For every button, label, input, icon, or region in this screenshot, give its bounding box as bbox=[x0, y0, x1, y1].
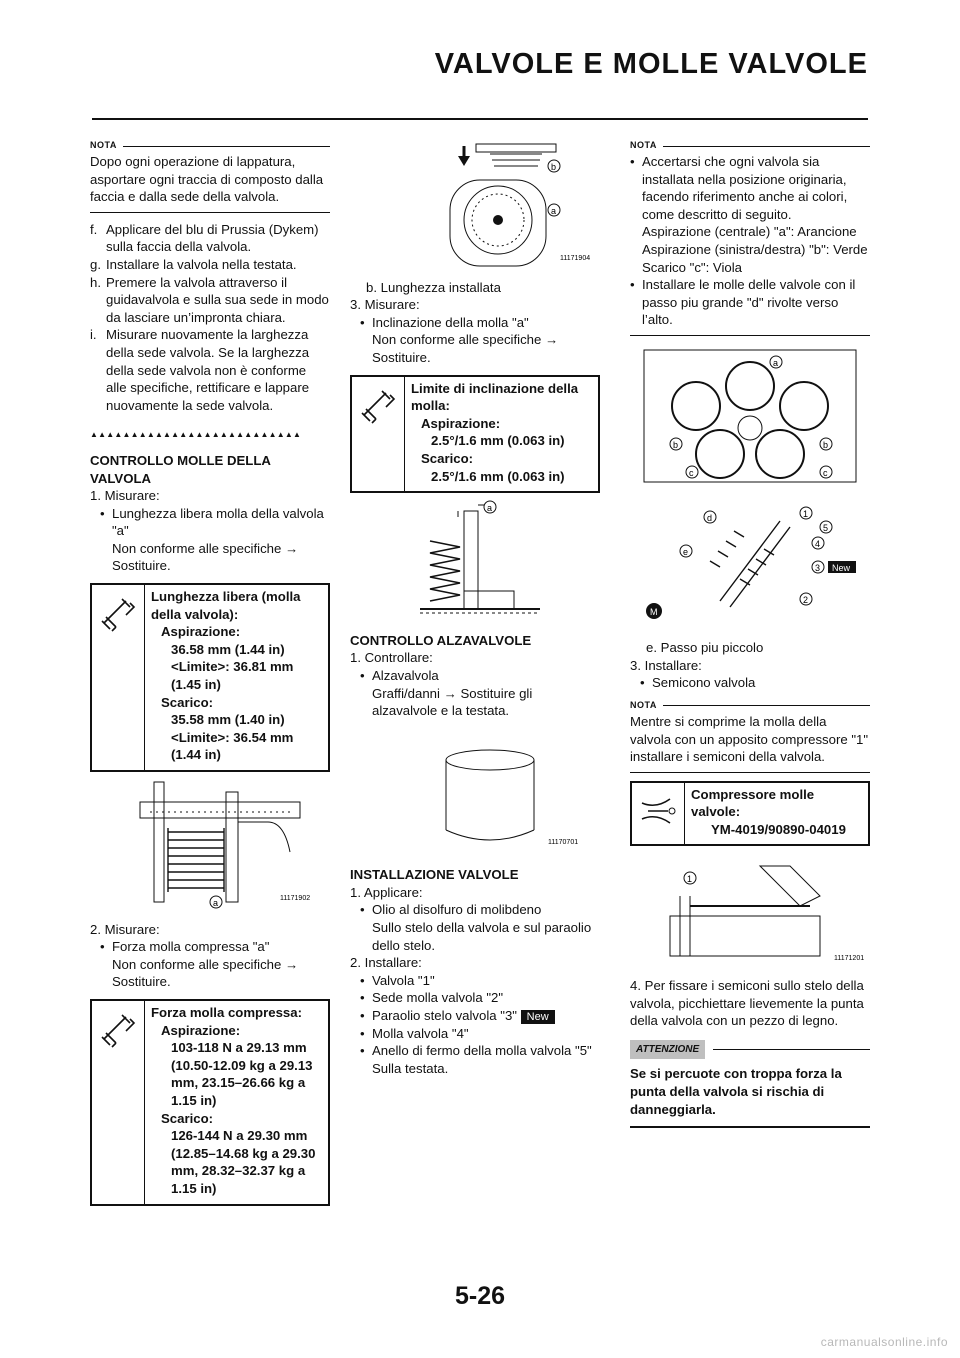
step-i: i. Misurare nuovamente la larghezza della sede valvola. Se la larghezza della sede valvola non è conforme alle specifiche, rettificare e lappare nuovamente la sede valvola. bbox=[90, 327, 310, 413]
install-bullet-2: • Sede molla valvola "2" bbox=[360, 990, 504, 1006]
caution-header bbox=[630, 1040, 870, 1060]
svg-text:5: 5 bbox=[823, 522, 829, 533]
measure-1: 1. Misurare: bbox=[90, 488, 160, 504]
svg-text:New: New bbox=[832, 562, 851, 573]
section-title-install: INSTALLAZIONE VALVOLE bbox=[350, 867, 519, 883]
footer-watermark: carmanualsonline.info bbox=[820, 1335, 948, 1349]
svg-text:11171201: 11171201 bbox=[834, 955, 865, 963]
svg-text:1: 1 bbox=[803, 508, 809, 519]
svg-text:11171904: 11171904 bbox=[560, 255, 591, 262]
svg-text:a: a bbox=[213, 898, 219, 908]
new-badge: New bbox=[521, 1010, 555, 1024]
step-f: f. Applicare del blu di Prussia (Dykem) sulla faccia della valvola. bbox=[90, 221, 319, 255]
check-1-bullet: • Alzavalvola bbox=[360, 667, 439, 683]
cylinder-head-figure bbox=[640, 346, 870, 491]
spec-box-compressor: Compressore molle valvole: YM-4019/90890-04019 bbox=[630, 781, 870, 847]
step-h: h. Premere la valvola attraverso il guidavalvola e sulla sua sede in modo da lasciare un’impronta chiara. bbox=[90, 274, 329, 325]
measure-2-note: Non conforme alle specifiche → Sostituire. bbox=[112, 956, 299, 990]
measure-3-note: Non conforme alle specifiche → Sostituire. bbox=[372, 332, 559, 365]
svg-text:c: c bbox=[689, 467, 694, 478]
measure-3-bullet: • Inclinazione della molla "a" bbox=[360, 314, 529, 330]
spring-tilt-figure bbox=[420, 501, 600, 626]
install-bullet-4: • Molla valvola "4" bbox=[360, 1025, 469, 1041]
check-1-note: Graffi/danni → Sostituire gli alzavalvole e la testata. bbox=[372, 685, 533, 719]
caliper-spring-figure bbox=[130, 782, 330, 917]
spec-box-compressed-force: Forza molla compressa: Aspirazione: 103-118 N a 29.13 mm (10.50-12.09 kg a 29.13 mm, 23.15–26.66 kg a 1.15 in) Scarico: 126-144 N a 29.30 mm (12.85–14.68 kg a 29.30 mm, 28.32–32.37 kg a 1.15 in) bbox=[90, 999, 330, 1206]
install-2-note: Sulla testata. bbox=[372, 1060, 449, 1076]
svg-text:11171902: 11171902 bbox=[280, 895, 311, 902]
svg-text:1: 1 bbox=[687, 874, 693, 885]
spring-gauge-figure bbox=[420, 140, 600, 275]
section-title-lifters: CONTROLLO ALZAVALVOLE bbox=[350, 632, 532, 648]
wrench-icon bbox=[92, 1001, 145, 1204]
compressor-tool-icon bbox=[632, 783, 685, 845]
page-title: VALVOLE E MOLLE VALVOLE bbox=[434, 48, 868, 80]
svg-text:11170701: 11170701 bbox=[548, 838, 579, 846]
svg-text:3: 3 bbox=[815, 562, 821, 573]
column-middle bbox=[350, 140, 600, 1077]
install-bullet-3: • Paraolio stelo valvola "3" New bbox=[350, 1007, 600, 1025]
svg-text:b: b bbox=[673, 439, 679, 450]
caution-badge: ATTENZIONE bbox=[630, 1040, 705, 1060]
section-title-springs: CONTROLLO MOLLE DELLA VALVOLA bbox=[90, 452, 271, 486]
note-text: Dopo ogni operazione di lappatura, asportare ogni traccia di composto dalla faccia e dalla sede della valvola. bbox=[90, 152, 330, 213]
svg-text:a: a bbox=[487, 503, 493, 514]
wrench-icon bbox=[92, 585, 145, 770]
measure-2: 2. Misurare: bbox=[90, 921, 160, 937]
apply-1-note: Sullo stelo della valvola e sul paraolio dello stelo. bbox=[372, 920, 592, 953]
install-2: 2. Installare: bbox=[350, 955, 422, 971]
spec-box-tilt: Limite di inclinazione della molla: Aspirazione: 2.5°/1.6 mm (0.063 in) Scarico: 2.5°/1.6 mm (0.063 in) bbox=[350, 375, 600, 494]
install-3: 3. Installare: bbox=[630, 657, 702, 673]
valve-assembly-figure bbox=[650, 501, 870, 636]
measure-1-note: Non conforme alle specifiche → Sostituire. bbox=[112, 540, 299, 574]
measure-1-bullet: • Lunghezza libera molla della valvola "a" bbox=[100, 505, 324, 539]
install-bullet-1: • Valvola "1" bbox=[360, 972, 435, 988]
svg-text:c: c bbox=[823, 467, 828, 478]
check-1: 1. Controllare: bbox=[350, 650, 433, 666]
svg-text:a: a bbox=[551, 206, 557, 216]
column-right bbox=[630, 140, 870, 1128]
note-label: NOTA bbox=[90, 140, 117, 151]
step-g: g. Installare la valvola nella testata. bbox=[90, 256, 297, 272]
note-box-compressor: NOTA Mentre si comprime la molla della valvola con un apposito compressore "1" installare i semiconi della valvola. bbox=[630, 700, 870, 773]
apply-1: 1. Applicare: bbox=[350, 884, 423, 900]
install-bullet-5: • Anello di fermo della molla valvola "5" bbox=[360, 1043, 592, 1059]
header-rule bbox=[92, 118, 868, 120]
caution-text: Se si percuote con troppa forza la punta della valvola si rischia di danneggiarla. bbox=[630, 1059, 870, 1128]
column-left bbox=[90, 140, 330, 1214]
svg-text:d: d bbox=[707, 512, 713, 523]
item-e: e. Passo piu piccolo bbox=[646, 640, 764, 656]
measure-2-bullet: • Forza molla compressa "a" bbox=[100, 939, 270, 955]
item-b: b. Lunghezza installata bbox=[366, 279, 501, 295]
svg-text:b: b bbox=[823, 439, 829, 450]
apply-1-bullet: • Olio al disolfuro di molibdeno bbox=[360, 902, 542, 918]
measure-3: 3. Misurare: bbox=[350, 297, 420, 313]
wrench-icon bbox=[352, 377, 405, 492]
svg-text:e: e bbox=[683, 546, 689, 557]
spec-title: Lunghezza libera (molla della valvola): bbox=[151, 589, 301, 622]
svg-text:b: b bbox=[551, 162, 557, 172]
svg-text:4: 4 bbox=[815, 538, 821, 549]
svg-text:a: a bbox=[773, 357, 779, 368]
lifter-figure bbox=[430, 744, 600, 859]
note-box-valve-positions: NOTA • Accertarsi che ogni valvola sia installata nella posizione originaria, facendo riferimento anche ai colori, come descritto di seguito. Aspirazione (centrale) "a": Arancione Aspirazione (sinistra/destra) "b": Verde Scarico "c": Viola • Installare le molle delle valvole con il passo piu grande "d" rivolte verso l’alto. bbox=[630, 140, 870, 336]
svg-text:M: M bbox=[650, 606, 658, 617]
warning-triangles: ▲▲▲▲▲▲▲▲▲▲▲▲▲▲▲▲▲▲▲▲▲▲▲▲▲▲ bbox=[90, 430, 302, 440]
svg-text:2: 2 bbox=[803, 594, 809, 605]
step-4: 4. Per fissare i semiconi sullo stelo della valvola, picchiettare lievemente la punta della valvola con un pezzo di legno. bbox=[630, 978, 864, 1029]
spec-box-free-length: Lunghezza libera (molla della valvola): Aspirazione: 36.58 mm (1.44 in) <Limite>: 36.81 mm (1.45 in) Scarico: 35.58 mm (1.40 in) <Limite>: 36.54 mm (1.44 in) bbox=[90, 583, 330, 772]
install-3-bullet: • Semicono valvola bbox=[640, 675, 756, 691]
page-number: 5-26 bbox=[454, 1282, 506, 1310]
note-box bbox=[90, 140, 330, 213]
compressor-figure bbox=[650, 856, 870, 971]
